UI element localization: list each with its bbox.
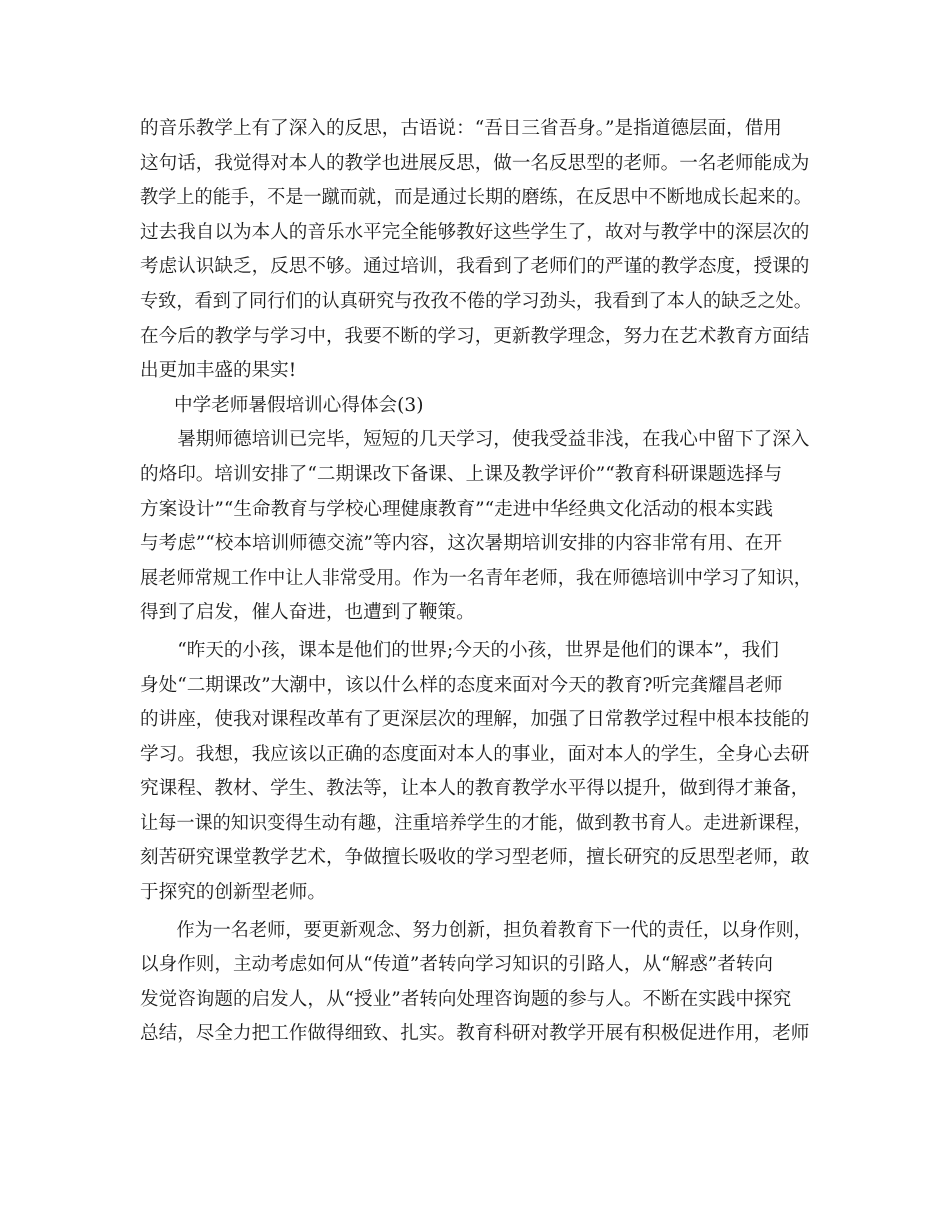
text-line: 这句话，我觉得对本人的教学也进展反思，做一名反思型的老师。一名老师能成为 xyxy=(140,152,810,174)
text-line: 刻苦研究课堂教学艺术，争做擅长吸收的学习型老师，擅长研究的反思型老师，敢 xyxy=(140,847,810,869)
document-body xyxy=(140,112,812,1052)
text-line: 专致，看到了同行们的认真研究与孜孜不倦的学习劲头，我看到了本人的缺乏之处。 xyxy=(140,290,812,312)
section-heading: 中学老师暑假培训心得体会(3) xyxy=(174,394,424,416)
text-line: 考虑认识缺乏，反思不够。通过培训，我看到了老师们的严谨的教学态度，授课的 xyxy=(140,256,810,278)
text-line: 方案设计”“生命教育与学校心理健康教育”“走进中华经典文化活动的根本实践 xyxy=(140,498,774,520)
text-line: 发觉咨询题的启发人，从“授业”者转向处理咨询题的参与人。不断在实践中探究 xyxy=(140,988,792,1010)
text-line: 的音乐教学上有了深入的反思，古语说：“吾日三省吾身。”是指道德层面，借用 xyxy=(140,118,782,139)
text-line: 于探究的创新型老师。 xyxy=(140,882,326,904)
text-line: 总结，尽全力把工作做得细致、扎实。教育科研对教学开展有积极促进作用，老师 xyxy=(140,1023,810,1045)
text-line: 暑期师德培训已完毕，短短的几天学习，使我受益非浅，在我心中留下了深入 xyxy=(140,429,810,451)
text-line: 得到了启发，催人奋进，也遭到了鞭策。 xyxy=(140,602,475,624)
text-line: 出更加丰盛的果实! xyxy=(140,360,297,382)
text-line: 在今后的教学与学习中，我要不断的学习，更新教学理念，努力在艺术教育方面结 xyxy=(140,325,810,347)
text-line: 与考虑”“校本培训师德交流”等内容，这次暑期培训安排的内容非常有用、在开 xyxy=(140,533,783,555)
text-line: 的讲座，使我对课程改革有了更深层次的理解，加强了日常教学过程中根本技能的 xyxy=(140,709,810,731)
text-line: “昨天的小孩，课本是他们的世界;今天的小孩，世界是他们的课本”，我们 xyxy=(140,639,779,661)
text-line: 让每一课的知识变得生动有趣，注重培养学生的才能，做到教书育人。走进新课程， xyxy=(140,812,812,834)
text-line: 教学上的能手，不是一蹴而就，而是通过长期的磨练，在反思中不断地成长起来的。 xyxy=(140,187,812,209)
text-line: 的烙印。培训安排了“二期课改下备课、上课及教学评价”“教育科研课题选择与 xyxy=(140,463,783,485)
text-line: 以身作则，主动考虑如何从“传道”者转向学习知识的引路人，从“解惑”者转向 xyxy=(140,954,774,976)
text-line: 究课程、教材、学生、教法等，让本人的教育教学水平得以提升，做到得才兼备， xyxy=(140,778,810,800)
text-line: 学习。我想，我应该以正确的态度面对本人的事业，面对本人的学生，全身心去研 xyxy=(140,743,810,765)
text-line: 展老师常规工作中让人非常受用。作为一名青年老师，我在师德培训中学习了知识， xyxy=(140,567,812,589)
text-line: 过去我自以为本人的音乐水平完全能够教好这些学生了，故对与教学中的深层次的 xyxy=(140,221,810,243)
text-line: 作为一名老师，要更新观念、努力创新，担负着教育下一代的责任，以身作则， xyxy=(140,919,812,941)
text-line: 身处“二期课改”大潮中，该以什么样的态度来面对今天的教育?听完龚耀昌老师 xyxy=(140,674,783,696)
